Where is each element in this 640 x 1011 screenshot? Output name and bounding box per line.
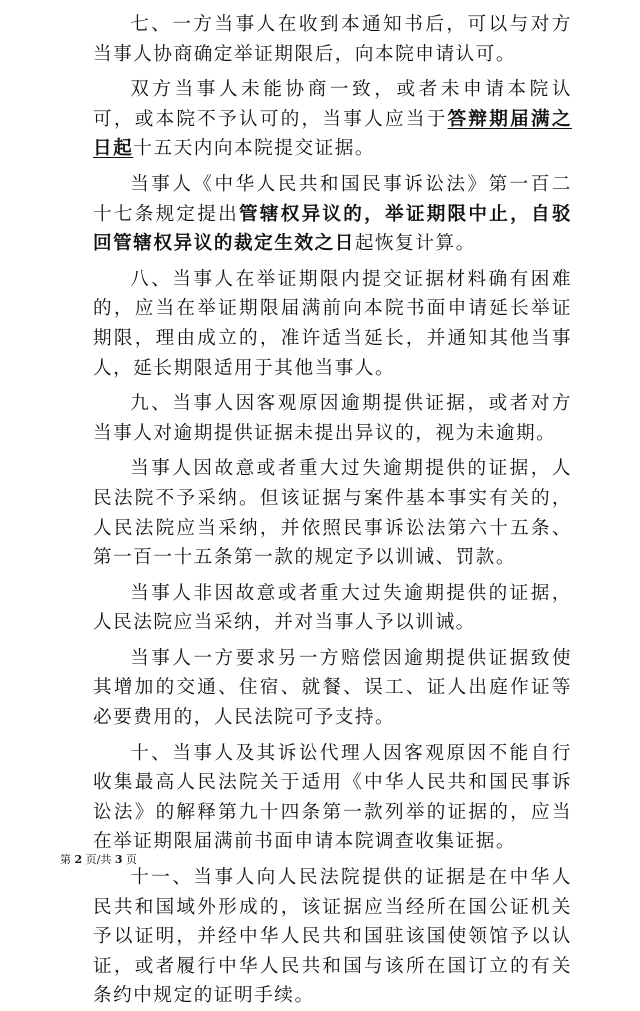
paragraph-text-start: 当事人《中华人民共和国民事诉讼法》第一百二十七条规定提出 bbox=[93, 173, 572, 225]
paragraph-item-11: 十一、当事人向人民法院提供的证据是在中华人民共和国域外形成的，该证据应当经所在国公证机关予以证明，并经中华人民共和国驻该国使领馆予以认证，或者履行中华人民共和国与该所在国订立的有关条约中规定的证明手续。 bbox=[93, 867, 572, 1007]
paragraph-item-9: 九、当事人因客观原因逾期提供证据，或者对方当事人对逾期提供证据未提出异议的，视为未逾期。 bbox=[93, 393, 572, 444]
paragraph-text-end: 起恢复计算。 bbox=[354, 233, 476, 255]
footer-suffix: 页 bbox=[126, 853, 138, 866]
paragraph-non-intentional-delay: 当事人非因故意或者重大过失逾期提供的证据，人民法院应当采纳，并对当事人予以训诫。 bbox=[93, 582, 572, 634]
emphasis-period-suspension: 管辖权异议的，举证期限中止，自驳回管辖权异议的裁定生效之日 bbox=[93, 203, 572, 255]
paragraph-text-end: 十五天内向本院提交证据。 bbox=[133, 138, 376, 160]
document-body bbox=[93, 10, 572, 1011]
page-number-footer bbox=[60, 851, 137, 867]
emphasis-defense-period: 答辩期届满之日起 bbox=[93, 108, 572, 160]
paragraph-item-10: 十、当事人及其诉讼代理人因客观原因不能自行收集最高人民法院关于适用《中华人民共和国民事诉讼法》的解释第九十四条第一款列举的证据的，应当在举证期限届满前书面申请本院调查收集证据。 bbox=[93, 742, 572, 853]
paragraph-jurisdiction-objection bbox=[93, 170, 572, 259]
paragraph-intentional-delay: 当事人因故意或者重大过失逾期提供的证据，人民法院不予采纳。但该证据与案件基本事实有关的，人民法院应当采纳，并依照民事诉讼法第六十五条、第一百一十五条第一款的规定予以训诫、罚款。 bbox=[93, 458, 572, 569]
paragraph-item-8: 八、当事人在举证期限内提交证据材料确有困难的，应当在举证期限届满前向本院书面申请延长举证期限，理由成立的，准许适当延长，并通知其他当事人，延长期限适用于其他当事人。 bbox=[93, 268, 572, 379]
total-page-number: 3 bbox=[114, 853, 123, 866]
paragraph-compensation: 当事人一方要求另一方赔偿因逾期提供证据致使其增加的交通、住宿、就餐、误工、证人出庭作证等必要费用的，人民法院可予支持。 bbox=[93, 647, 572, 729]
paragraph-no-agreement bbox=[93, 75, 572, 164]
current-page-number: 2 bbox=[74, 853, 83, 866]
paragraph-text-start: 双方当事人未能协商一致，或者未申请本院认可，或本院不予认可的，当事人应当于 bbox=[93, 79, 572, 130]
footer-prefix: 第 bbox=[60, 853, 71, 866]
footer-middle: 页/共 bbox=[85, 853, 112, 866]
paragraph-item-7: 七、一方当事人在收到本通知书后，可以与对方当事人协商确定举证期限后，向本院申请认可。 bbox=[93, 14, 572, 65]
